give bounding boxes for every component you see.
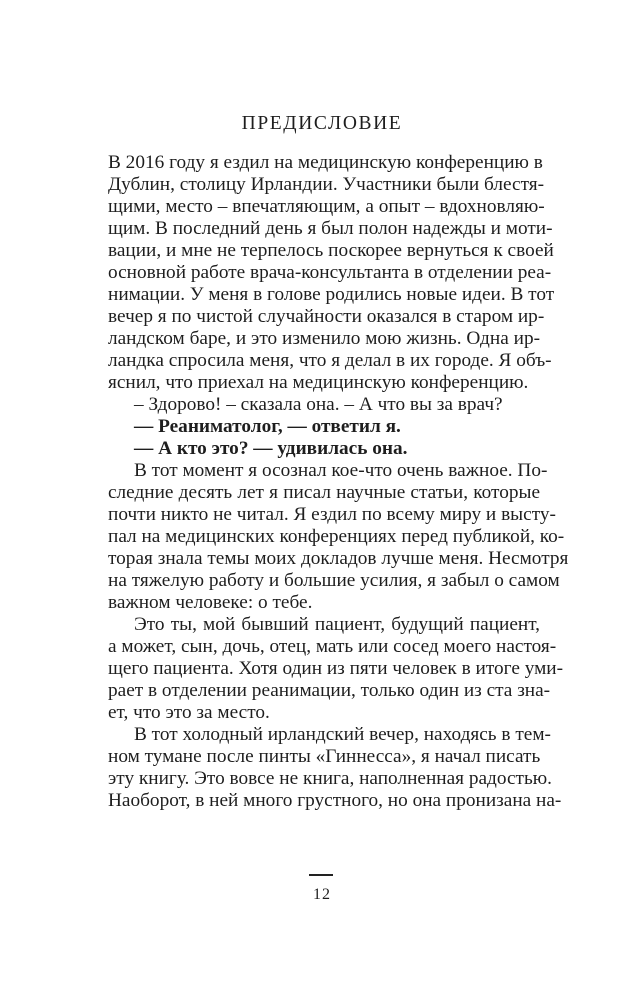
text-line: щими, место – впечатляющим, а опыт – вдохновляю- [108, 196, 545, 217]
text-line: – Здорово! – сказала она. – А что вы за врач? [134, 394, 503, 415]
text-line: яснил, что приехал на медицинскую конференцию. [108, 372, 529, 393]
text-line: эту книгу. Это вовсе не книга, наполненная радостью. [108, 768, 552, 789]
page-number: 12 [313, 886, 331, 903]
text-line: ном тумане после пинты «Гиннесса», я начал писать [108, 746, 541, 767]
text-line: щим. В последний день я был полон надежды и моти- [108, 218, 553, 239]
text-line: торая знала темы моих докладов лучше меня. Несмотря [108, 548, 569, 569]
text-line: щего пациента. Хотя один из пяти человек в итоге уми- [108, 658, 564, 679]
text-line: рает в отделении реанимации, только один из ста зна- [108, 680, 551, 701]
text-line: на тяжелую работу и большие усилия, я забыл о самом [108, 570, 560, 591]
text-line: пал на медицинских конференциях перед публикой, ко- [108, 526, 565, 547]
text-line: основной работе врача-консультанта в отделении реа- [108, 262, 552, 283]
text-line: важном человеке: о тебе. [108, 592, 313, 613]
text-line: а может, сын, дочь, отец, мать или сосед моего настоя- [108, 636, 557, 657]
text-line: вации, и мне не терпелось поскорее вернуться к своей [108, 240, 554, 261]
text-line: нимации. У меня в голове родились новые идеи. В тот [108, 284, 555, 305]
text-line: ет, что это за место. [108, 702, 270, 723]
text-line: ландка спросила меня, что я делал в их городе. Я объ- [108, 350, 552, 371]
text-line: Дублин, столицу Ирландии. Участники были блестя- [108, 174, 545, 195]
text-line: В тот момент я осознал кое-что очень важное. По- [134, 460, 548, 481]
dialogue-line-bold: — Реаниматолог, — ответил я. [134, 416, 401, 437]
dialogue-line-bold: — А кто это? — удивилась она. [134, 438, 408, 459]
text-line: Это ты, мой бывший пациент, будущий пациент, [134, 614, 540, 635]
text-line: В 2016 году я ездил на медицинскую конференцию в [108, 152, 543, 173]
text-line: Наоборот, в ней много грустного, но она пронизана на- [108, 790, 562, 811]
text-line: следние десять лет я писал научные статьи, которые [108, 482, 540, 503]
body-text [108, 152, 569, 812]
text-line: почти никто не читал. Я ездил по всему миру и высту- [108, 504, 556, 525]
text-line: вечер я по чистой случайности оказался в старом ир- [108, 306, 545, 327]
chapter-title: ПРЕДИСЛОВИЕ [241, 113, 403, 134]
page-number-rule [309, 874, 333, 876]
text-line: В тот холодный ирландский вечер, находясь в тем- [134, 724, 551, 745]
text-line: ландском баре, и это изменило мою жизнь. Одна ир- [108, 328, 540, 349]
